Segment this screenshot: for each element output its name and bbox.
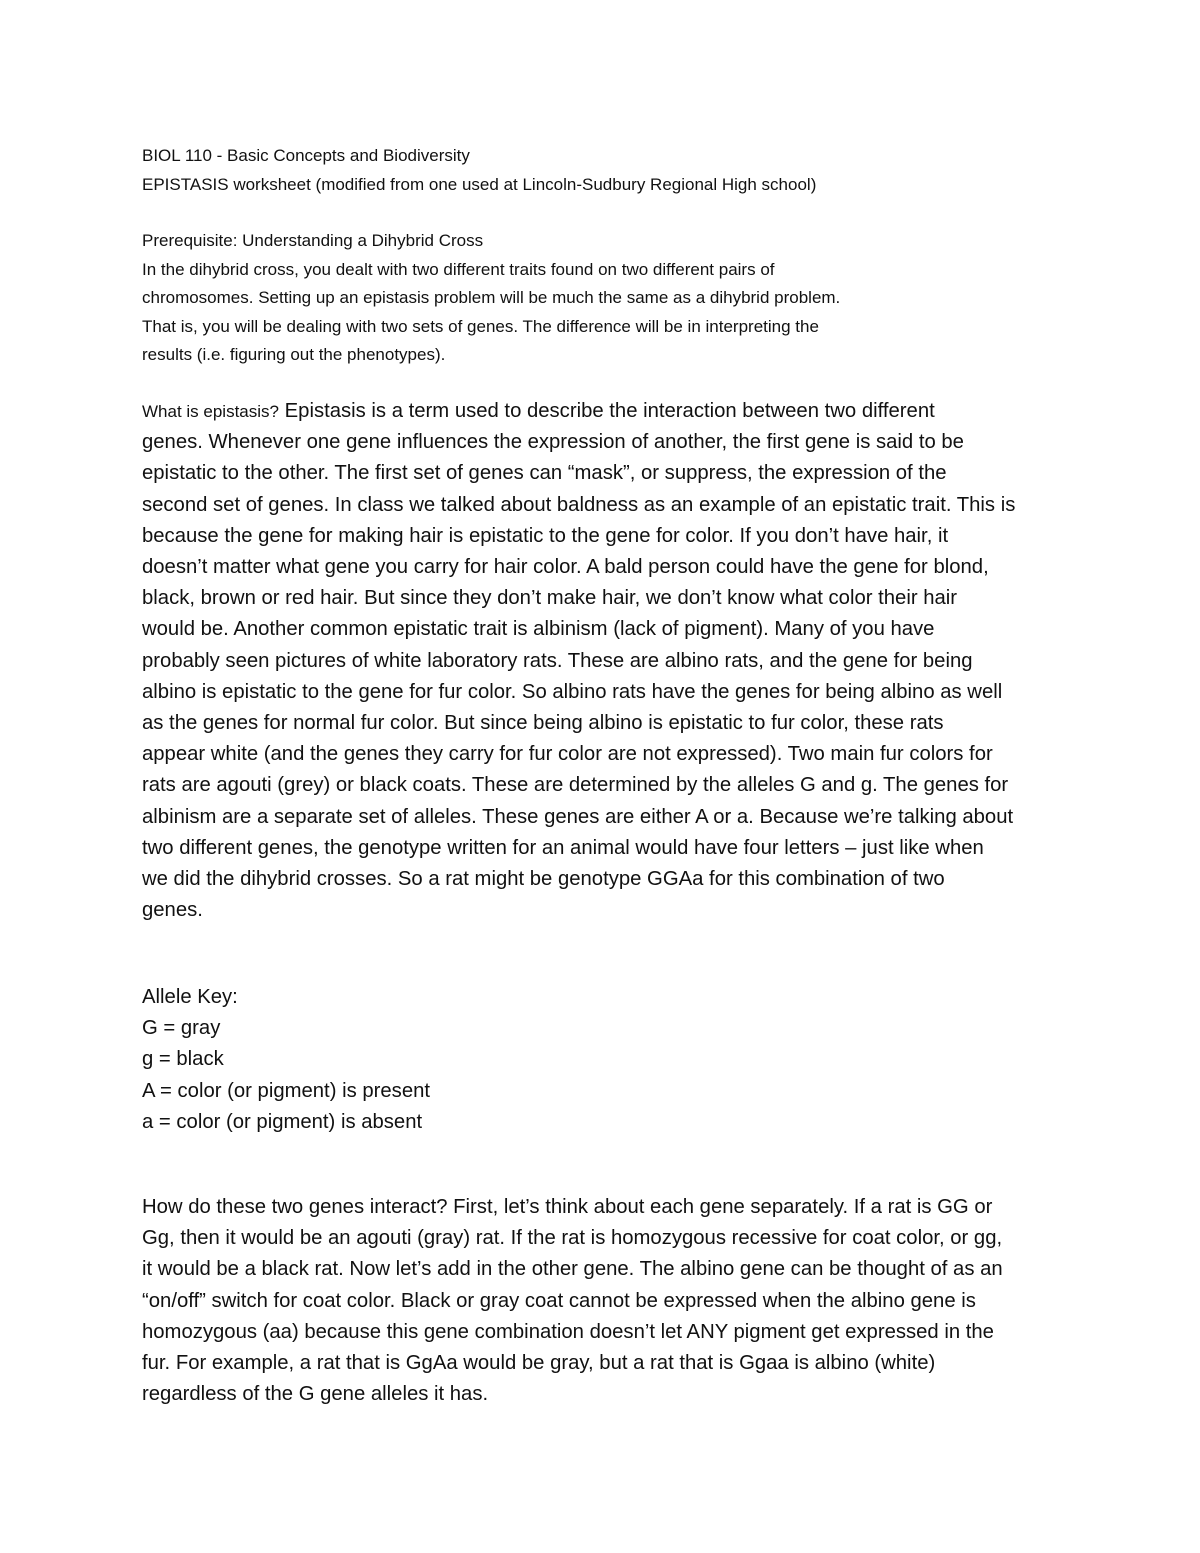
prerequisite-line: That is, you will be dealing with two sets of genes. The difference will be in interpreting the (142, 316, 819, 336)
epistasis-line: second set of genes. In class we talked about baldness as an example of an epistatic trait. This is (142, 493, 1016, 516)
epistasis-line: black, brown or red hair. But since they don’t make hair, we don’t know what color their hair (142, 587, 958, 610)
epistasis-line: epistatic to the other. The first set of genes can “mask”, or suppress, the expression of the (142, 462, 947, 485)
epistasis-first-line-rest: Epistasis is a term used to describe the interaction between two different (279, 400, 935, 422)
epistasis-line: genes. (142, 899, 203, 922)
epistasis-line: appear white (and the genes they carry for fur color are not expressed). Two main fur colors for (142, 743, 993, 766)
epistasis-line: albinism are a separate set of alleles. These genes are either A or a. Because we’re talking about (142, 805, 1014, 828)
epistasis-line: we did the dihybrid crosses. So a rat might be genotype GGAa for this combination of two (142, 868, 945, 891)
allele-key-entry: G = gray (142, 1017, 221, 1040)
interaction-line: “on/off” switch for coat color. Black or gray coat cannot be expressed when the albino gene is (142, 1289, 976, 1312)
interaction-line: regardless of the G gene alleles it has. (142, 1383, 489, 1406)
interaction-line: homozygous (aa) because this gene combination doesn’t let ANY pigment get expressed in the (142, 1320, 994, 1343)
allele-key-entry: A = color (or pigment) is present (142, 1079, 431, 1102)
allele-key-title: Allele Key: (142, 986, 238, 1008)
interaction-line: fur. For example, a rat that is GgAa would be gray, but a rat that is Ggaa is albino (white) (142, 1352, 936, 1375)
allele-key-entry: a = color (or pigment) is absent (142, 1110, 423, 1133)
allele-key-entry: g = black (142, 1048, 224, 1071)
interaction-line: Gg, then it would be an agouti (gray) rat. If the rat is homozygous recessive for coat color, or gg, (142, 1227, 1003, 1250)
epistasis-first-line (142, 396, 1072, 427)
epistasis-paragraph (142, 396, 1072, 926)
interaction-line: it would be a black rat. Now let’s add in the other gene. The albino gene can be thought of as an (142, 1258, 1003, 1281)
epistasis-line: two different genes, the genotype written for an animal would have four letters – just like when (142, 836, 984, 859)
prerequisite-line: chromosomes. Setting up an epistasis problem will be much the same as a dihybrid problem. (142, 288, 841, 307)
prerequisite-block (142, 227, 1062, 370)
header-block (142, 142, 1062, 199)
course-title: BIOL 110 - Basic Concepts and Biodiversity (142, 146, 470, 165)
interaction-paragraph (142, 1192, 1072, 1410)
epistasis-question: What is epistasis? (142, 402, 279, 421)
worksheet-title: EPISTASIS worksheet (modified from one used at Lincoln-Sudbury Regional High school) (142, 174, 817, 194)
epistasis-line: albino is epistatic to the gene for fur color. So albino rats have the genes for being albino as well (142, 680, 1003, 703)
prerequisite-line: results (i.e. figuring out the phenotypes). (142, 345, 446, 364)
prerequisite-title: Prerequisite: Understanding a Dihybrid Cross (142, 231, 484, 250)
epistasis-line: would be. Another common epistatic trait is albinism (lack of pigment). Many of you have (142, 618, 935, 641)
epistasis-line: doesn’t matter what gene you carry for hair color. A bald person could have the gene for blond, (142, 556, 989, 579)
epistasis-line: rats are agouti (grey) or black coats. These are determined by the alleles G and g. The genes for (142, 774, 1009, 797)
epistasis-line: because the gene for making hair is epistatic to the gene for color. If you don’t have hair, it (142, 524, 949, 547)
prerequisite-line: In the dihybrid cross, you dealt with two different traits found on two different pairs of (142, 259, 775, 279)
allele-key (142, 982, 1072, 1138)
interaction-line: How do these two genes interact? First, let’s think about each gene separately. If a rat is GG or (142, 1196, 993, 1218)
epistasis-line: probably seen pictures of white laboratory rats. These are albino rats, and the gene for being (142, 649, 973, 672)
epistasis-line: as the genes for normal fur color. But since being albino is epistatic to fur color, these rats (142, 712, 944, 735)
epistasis-line: genes. Whenever one gene influences the expression of another, the first gene is said to be (142, 431, 964, 454)
